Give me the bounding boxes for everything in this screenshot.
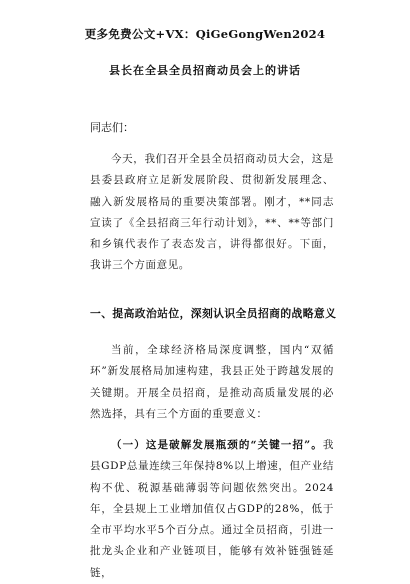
promo-header: 更多免费公文+VX：QiGeGongWen2024: [84, 27, 326, 41]
section-one-paragraph: 当前，全球经济格局深度调整，国内“双循环”新发展格局加速构建，我县正处于跨越发展的关键期。开展全员招商，是推动高质量发展的必然选择，具有三个方面的重要意义：: [90, 344, 334, 420]
point-one-text: 我县GDP总量连续三年保持8%以上增速，但产业结构不优、税源基础薄弱等问题依然突出。2024年，全县规上工业增加值仅占GDP的28%，低于全市平均水平5个百分点。通过全员招商，引进一批龙头企业和产业链项目，能够有效补链强链延链，: [90, 439, 334, 579]
greeting: 同志们：: [90, 121, 134, 134]
point-one-label: （一）这是破解发展瓶颈的“关键一招”。: [111, 439, 323, 451]
document-title: 县长在全县全员招商动员会上的讲话: [109, 64, 301, 77]
point-one-paragraph: [90, 435, 334, 584]
intro-paragraph: 今天，我们召开全县全员招商动员大会，这是县委县政府立足新发展阶段、贯彻新发展理念、融入新发展格局的重要决策部署。刚才，**同志宣读了《全县招商三年行动计划》，**、**等部门和乡镇代表作了表态发言，讲得都很好。下面，我讲三个方面意见。: [90, 153, 334, 272]
section-one-heading: 一、提高政治站位，深刻认识全员招商的战略意义: [90, 307, 337, 320]
